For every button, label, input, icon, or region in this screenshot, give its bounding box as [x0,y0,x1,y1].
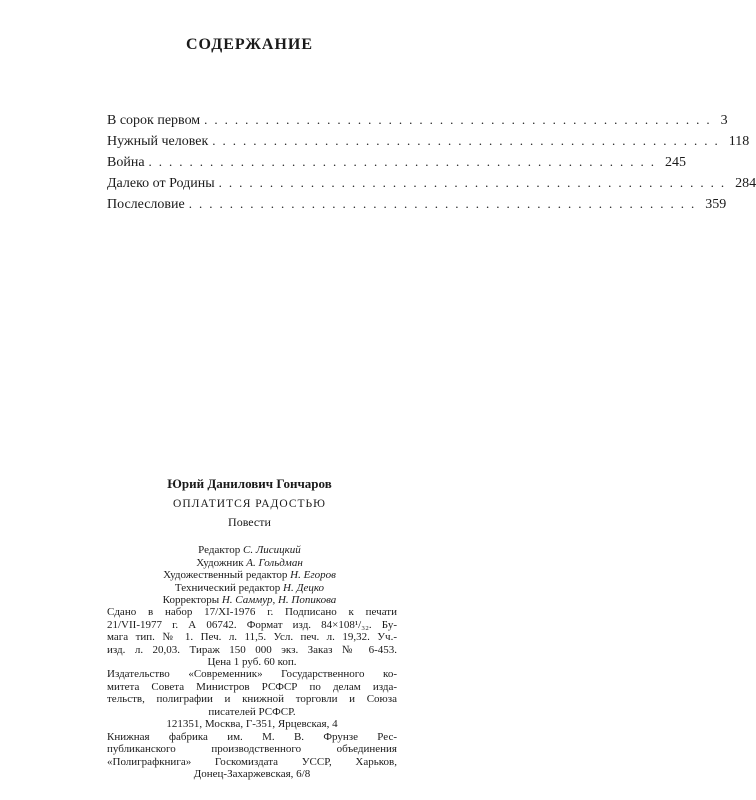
publisher-line: тельств, полиграфии и книжной торговли и Союза [107,693,397,705]
credit-name: Н. Децко [283,581,325,594]
publisher-line: писателей РСФСР. [208,705,296,718]
publisher-line: Донец-Захаржевская, 6/8 [193,768,311,780]
toc-entry-page: 284 [735,176,756,191]
credit-line [0,544,499,557]
publisher-line: публиканского производственного объединения [107,743,397,755]
credit-role: Художник [196,556,244,569]
credit-role: Технический редактор [174,581,281,594]
pub-info-line: Цена 1 руб. 60 коп. [207,656,297,668]
credit-line [0,582,499,595]
credit-name: А. Гольдман [246,556,303,569]
toc-entry-title: Война [107,155,145,170]
toc-entry-page: 359 [705,197,727,212]
dot-leader: .................................................. [148,154,662,169]
publisher-line: митета Совета Министров РСФСР по делам изда- [107,680,397,693]
pub-info-line: изд. л. 20,03. Тираж 150 000 экз. Заказ № 6-453. [107,643,397,656]
book-title: ОПЛАТИТСЯ РАДОСТЬЮ [173,498,326,510]
publisher-line: Издательство «Современник» Государственного ко- [107,668,397,680]
publisher-line: «Полиграфкнига» Госкомиздата УССР, Харьков, [107,755,397,768]
publisher-line: Книжная фабрика им. М. В. Фрунзе Рес- [107,730,397,743]
toc-entry-title: Послесловие [107,197,185,212]
pub-info-line: мага тип. № 1. Печ. л. 11,5. Усл. печ. л. 19,32. Уч.- [107,631,397,643]
toc-entry-title: Далеко от Родины [107,176,215,191]
dot-leader: .................................................. [188,196,702,211]
toc-entry [107,112,728,133]
book-genre: Повести [228,515,271,529]
publisher-details [107,668,397,781]
credit-role: Редактор [198,544,241,556]
credit-role: Художественный редактор [163,569,288,581]
author-name: Юрий Данилович Гончаров [167,476,332,491]
credit-line [0,557,499,570]
pub-info-line: Сдано в набор 17/XI-1976 г. Подписано к печати [107,606,397,618]
toc-entry [107,133,750,154]
credit-line [0,594,499,607]
imprint-header [0,476,499,530]
toc-entry [107,154,687,175]
toc-entry-page: 118 [728,134,750,149]
toc-entry [107,196,727,217]
credit-line [0,569,499,582]
credit-name: Н. Саммур, Н. Попикова [221,594,337,606]
credits-list [0,544,499,607]
credit-name: С. Лисицкий [242,544,301,556]
table-of-contents [107,112,756,217]
credit-name: Н. Егоров [290,569,336,581]
publisher-line: 121351, Москва, Г-351, Ярцевская, 4 [166,718,338,730]
dot-leader: .................................................. [218,175,732,190]
toc-entry-page: 3 [720,113,728,128]
page-title: СОДЕРЖАНИЕ [185,36,314,53]
credit-role: Корректоры [162,594,220,606]
toc-entry-page: 245 [665,155,687,170]
dot-leader: .................................................. [204,112,717,127]
publication-details [107,606,397,669]
dot-leader: .................................................. [212,133,725,148]
pub-info-line: 21/VII-1977 г. А 06742. Формат изд. 84×108¹/₃₂. Бу- [107,618,397,631]
toc-entry [107,175,756,196]
toc-entry-title: В сорок первом [107,113,201,128]
toc-entry-title: Нужный человек [107,134,209,149]
